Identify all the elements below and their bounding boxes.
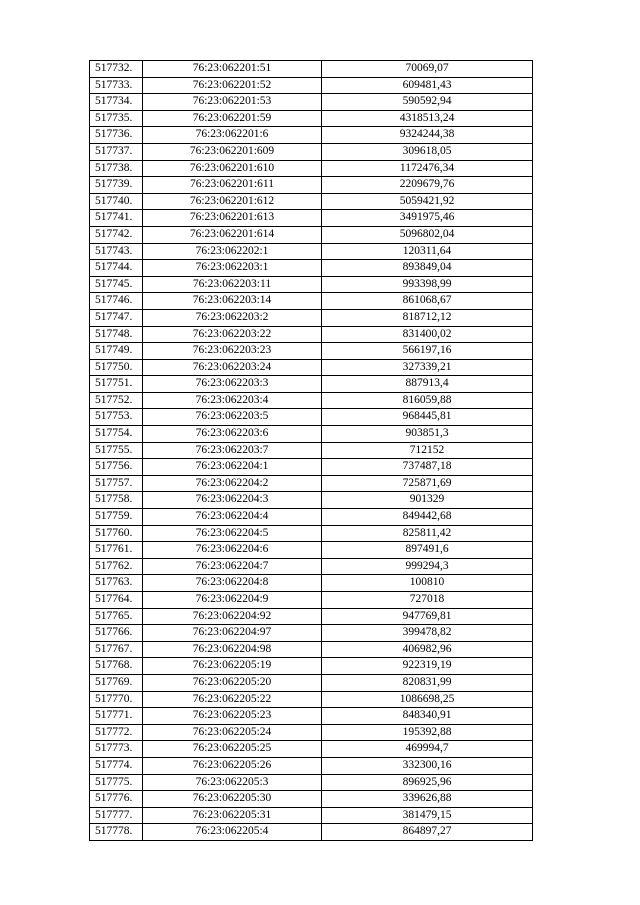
- row-number: 517756.: [90, 459, 143, 476]
- cadastral-value: 609481,43: [322, 77, 533, 94]
- cadastral-number: 76:23:062203:2: [143, 309, 322, 326]
- cadastral-number: 76:23:062205:4: [143, 824, 322, 841]
- row-number: 517772.: [90, 724, 143, 741]
- table-row: [90, 807, 533, 824]
- cadastral-number: 76:23:062204:8: [143, 575, 322, 592]
- row-number: 517762.: [90, 558, 143, 575]
- cadastral-number: 76:23:062205:3: [143, 774, 322, 791]
- row-number: 517751.: [90, 376, 143, 393]
- cadastral-number: 76:23:062201:52: [143, 77, 322, 94]
- table-row: [90, 110, 533, 127]
- table-row: [90, 741, 533, 758]
- row-number: 517760.: [90, 525, 143, 542]
- table-row: [90, 791, 533, 808]
- cadastral-number: 76:23:062205:31: [143, 807, 322, 824]
- row-number: 517749.: [90, 343, 143, 360]
- cadastral-value: 712152: [322, 442, 533, 459]
- cadastral-number: 76:23:062204:97: [143, 625, 322, 642]
- cadastral-number: 76:23:062203:3: [143, 376, 322, 393]
- cadastral-number: 76:23:062201:53: [143, 94, 322, 111]
- cadastral-number: 76:23:062204:2: [143, 475, 322, 492]
- cadastral-value: 339626,88: [322, 791, 533, 808]
- row-number: 517776.: [90, 791, 143, 808]
- table-row: [90, 193, 533, 210]
- cadastral-value: 590592,94: [322, 94, 533, 111]
- row-number: 517753.: [90, 409, 143, 426]
- table-row: [90, 691, 533, 708]
- table-row: [90, 641, 533, 658]
- table-row: [90, 459, 533, 476]
- table-row: [90, 77, 533, 94]
- table-row: [90, 177, 533, 194]
- cadastral-value: 968445,81: [322, 409, 533, 426]
- cadastral-number: 76:23:062201:59: [143, 110, 322, 127]
- row-number: 517745.: [90, 276, 143, 293]
- row-number: 517750.: [90, 359, 143, 376]
- table-row: [90, 210, 533, 227]
- row-number: 517734.: [90, 94, 143, 111]
- cadastral-value: 9324244,38: [322, 127, 533, 144]
- cadastral-number: 76:23:062205:22: [143, 691, 322, 708]
- cadastral-value-table: [89, 60, 533, 841]
- row-number: 517739.: [90, 177, 143, 194]
- cadastral-value: 897491,6: [322, 542, 533, 559]
- row-number: 517748.: [90, 326, 143, 343]
- cadastral-number: 76:23:062203:7: [143, 442, 322, 459]
- cadastral-value: 195392,88: [322, 724, 533, 741]
- table-row: [90, 658, 533, 675]
- cadastral-value: 993398,99: [322, 276, 533, 293]
- cadastral-value: 70069,07: [322, 61, 533, 78]
- row-number: 517761.: [90, 542, 143, 559]
- cadastral-number: 76:23:062205:25: [143, 741, 322, 758]
- cadastral-number: 76:23:062201:51: [143, 61, 322, 78]
- cadastral-value: 5059421,92: [322, 193, 533, 210]
- cadastral-value: 903851,3: [322, 426, 533, 443]
- row-number: 517746.: [90, 293, 143, 310]
- row-number: 517747.: [90, 309, 143, 326]
- cadastral-value: 120311,64: [322, 243, 533, 260]
- row-number: 517770.: [90, 691, 143, 708]
- cadastral-value: 831400,02: [322, 326, 533, 343]
- cadastral-value: 848340,91: [322, 708, 533, 725]
- cadastral-value: 737487,18: [322, 459, 533, 476]
- row-number: 517736.: [90, 127, 143, 144]
- cadastral-number: 76:23:062201:609: [143, 143, 322, 160]
- cadastral-value: 816059,88: [322, 392, 533, 409]
- cadastral-number: 76:23:062204:1: [143, 459, 322, 476]
- table-row: [90, 542, 533, 559]
- table-row: [90, 708, 533, 725]
- table-row: [90, 276, 533, 293]
- row-number: 517768.: [90, 658, 143, 675]
- cadastral-number: 76:23:062204:9: [143, 592, 322, 609]
- table-row: [90, 426, 533, 443]
- row-number: 517757.: [90, 475, 143, 492]
- row-number: 517755.: [90, 442, 143, 459]
- cadastral-number: 76:23:062205:23: [143, 708, 322, 725]
- row-number: 517740.: [90, 193, 143, 210]
- cadastral-number: 76:23:062202:1: [143, 243, 322, 260]
- cadastral-value: 825811,42: [322, 525, 533, 542]
- cadastral-number: 76:23:062201:613: [143, 210, 322, 227]
- cadastral-value: 1172476,34: [322, 160, 533, 177]
- table-row: [90, 509, 533, 526]
- cadastral-value: 381479,15: [322, 807, 533, 824]
- cadastral-number: 76:23:062204:7: [143, 558, 322, 575]
- cadastral-value: 999294,3: [322, 558, 533, 575]
- cadastral-number: 76:23:062204:5: [143, 525, 322, 542]
- table-row: [90, 243, 533, 260]
- cadastral-value: 725871,69: [322, 475, 533, 492]
- cadastral-value: 947769,81: [322, 608, 533, 625]
- row-number: 517769.: [90, 674, 143, 691]
- row-number: 517733.: [90, 77, 143, 94]
- cadastral-value: 469994,7: [322, 741, 533, 758]
- table-row: [90, 824, 533, 841]
- row-number: 517743.: [90, 243, 143, 260]
- cadastral-value: 1086698,25: [322, 691, 533, 708]
- row-number: 517778.: [90, 824, 143, 841]
- table-row: [90, 392, 533, 409]
- row-number: 517773.: [90, 741, 143, 758]
- cadastral-number: 76:23:062201:611: [143, 177, 322, 194]
- table-row: [90, 61, 533, 78]
- cadastral-value: 861068,67: [322, 293, 533, 310]
- cadastral-number: 76:23:062205:30: [143, 791, 322, 808]
- table-row: [90, 608, 533, 625]
- cadastral-number: 76:23:062204:4: [143, 509, 322, 526]
- table-row: [90, 359, 533, 376]
- cadastral-number: 76:23:062205:26: [143, 757, 322, 774]
- table-row: [90, 226, 533, 243]
- table-row: [90, 774, 533, 791]
- cadastral-number: 76:23:062204:6: [143, 542, 322, 559]
- cadastral-value: 332300,16: [322, 757, 533, 774]
- cadastral-value: 406982,96: [322, 641, 533, 658]
- cadastral-number: 76:23:062203:6: [143, 426, 322, 443]
- table-row: [90, 293, 533, 310]
- row-number: 517765.: [90, 608, 143, 625]
- cadastral-number: 76:23:062203:5: [143, 409, 322, 426]
- table-row: [90, 376, 533, 393]
- cadastral-value: 887913,4: [322, 376, 533, 393]
- cadastral-number: 76:23:062203:22: [143, 326, 322, 343]
- cadastral-value: 399478,82: [322, 625, 533, 642]
- row-number: 517758.: [90, 492, 143, 509]
- row-number: 517741.: [90, 210, 143, 227]
- table-row: [90, 724, 533, 741]
- table-row: [90, 343, 533, 360]
- row-number: 517742.: [90, 226, 143, 243]
- cadastral-number: 76:23:062201:610: [143, 160, 322, 177]
- cadastral-number: 76:23:062201:614: [143, 226, 322, 243]
- row-number: 517738.: [90, 160, 143, 177]
- table-row: [90, 575, 533, 592]
- table-row: [90, 94, 533, 111]
- cadastral-value: 893849,04: [322, 260, 533, 277]
- table-row: [90, 143, 533, 160]
- table-row: [90, 260, 533, 277]
- table-row: [90, 409, 533, 426]
- row-number: 517774.: [90, 757, 143, 774]
- row-number: 517744.: [90, 260, 143, 277]
- cadastral-value: 5096802,04: [322, 226, 533, 243]
- cadastral-number: 76:23:062205:24: [143, 724, 322, 741]
- cadastral-value: 922319,19: [322, 658, 533, 675]
- cadastral-value: 3491975,46: [322, 210, 533, 227]
- row-number: 517767.: [90, 641, 143, 658]
- cadastral-value: 901329: [322, 492, 533, 509]
- row-number: 517775.: [90, 774, 143, 791]
- cadastral-number: 76:23:062204:92: [143, 608, 322, 625]
- row-number: 517777.: [90, 807, 143, 824]
- row-number: 517766.: [90, 625, 143, 642]
- row-number: 517764.: [90, 592, 143, 609]
- cadastral-number: 76:23:062205:19: [143, 658, 322, 675]
- cadastral-value: 4318513,24: [322, 110, 533, 127]
- cadastral-value: 309618,05: [322, 143, 533, 160]
- table-row: [90, 492, 533, 509]
- table-row: [90, 475, 533, 492]
- row-number: 517735.: [90, 110, 143, 127]
- table-row: [90, 309, 533, 326]
- table-row: [90, 160, 533, 177]
- table-row: [90, 326, 533, 343]
- table-row: [90, 127, 533, 144]
- row-number: 517754.: [90, 426, 143, 443]
- cadastral-number: 76:23:062203:14: [143, 293, 322, 310]
- cadastral-number: 76:23:062204:3: [143, 492, 322, 509]
- table-row: [90, 442, 533, 459]
- cadastral-value: 727018: [322, 592, 533, 609]
- table-row: [90, 558, 533, 575]
- cadastral-number: 76:23:062203:4: [143, 392, 322, 409]
- cadastral-number: 76:23:062203:11: [143, 276, 322, 293]
- cadastral-value: 864897,27: [322, 824, 533, 841]
- row-number: 517771.: [90, 708, 143, 725]
- cadastral-number: 76:23:062204:98: [143, 641, 322, 658]
- cadastral-number: 76:23:062203:1: [143, 260, 322, 277]
- row-number: 517763.: [90, 575, 143, 592]
- cadastral-value: 896925,96: [322, 774, 533, 791]
- row-number: 517759.: [90, 509, 143, 526]
- cadastral-number: 76:23:062201:612: [143, 193, 322, 210]
- cadastral-number: 76:23:062203:23: [143, 343, 322, 360]
- cadastral-number: 76:23:062203:24: [143, 359, 322, 376]
- cadastral-value: 849442,68: [322, 509, 533, 526]
- cadastral-value: 566197,16: [322, 343, 533, 360]
- table-row: [90, 757, 533, 774]
- table-body: [90, 61, 533, 841]
- table-row: [90, 674, 533, 691]
- table-row: [90, 625, 533, 642]
- cadastral-value: 327339,21: [322, 359, 533, 376]
- cadastral-value: 820831,99: [322, 674, 533, 691]
- table-row: [90, 592, 533, 609]
- cadastral-value: 2209679,76: [322, 177, 533, 194]
- table-row: [90, 525, 533, 542]
- cadastral-value: 818712,12: [322, 309, 533, 326]
- cadastral-value: 100810: [322, 575, 533, 592]
- cadastral-number: 76:23:062201:6: [143, 127, 322, 144]
- row-number: 517752.: [90, 392, 143, 409]
- row-number: 517732.: [90, 61, 143, 78]
- row-number: 517737.: [90, 143, 143, 160]
- cadastral-number: 76:23:062205:20: [143, 674, 322, 691]
